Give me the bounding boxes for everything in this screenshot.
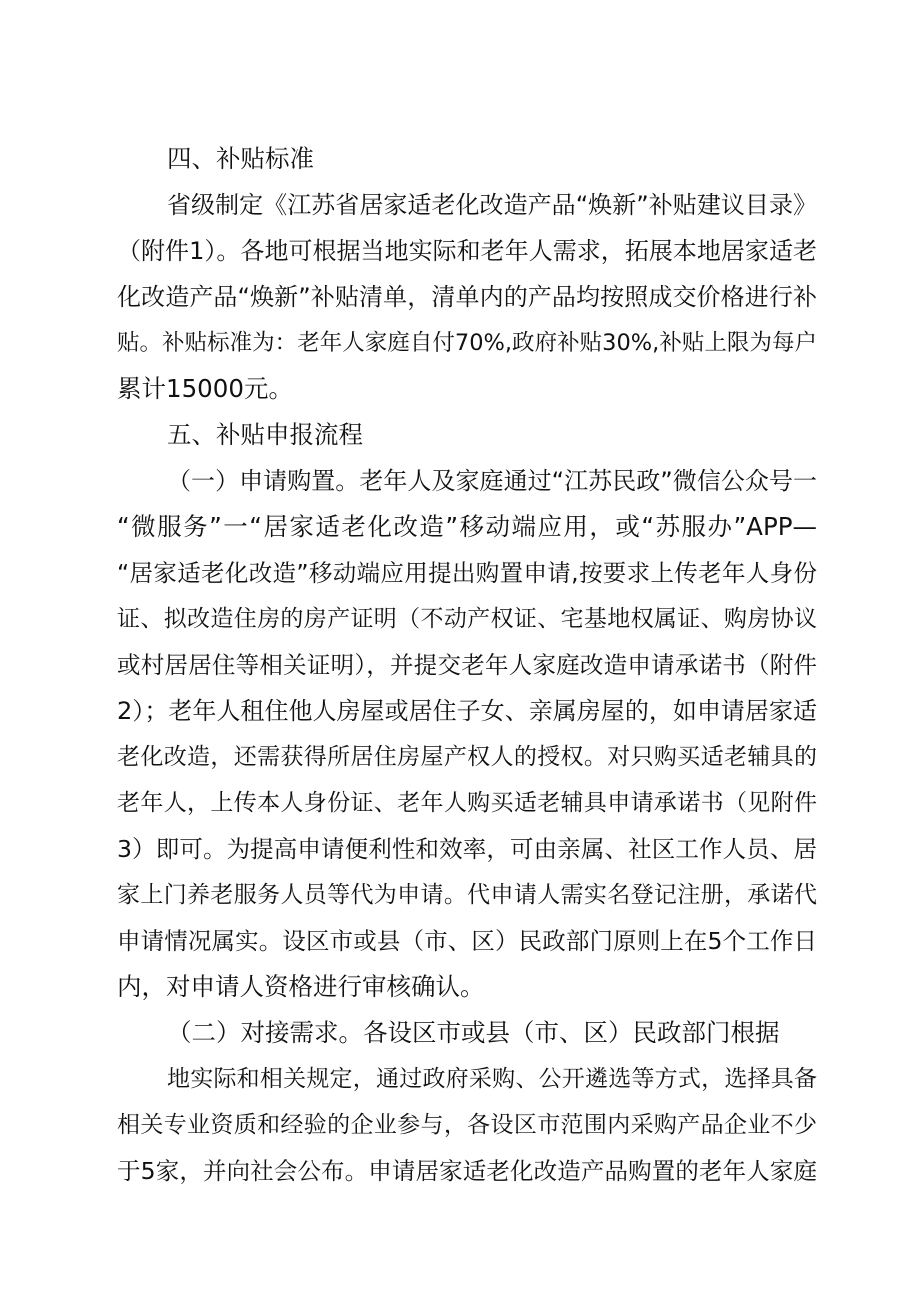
paragraph-line: 贴。补贴标准为：老年人家庭自付70%,政府补贴30%,补贴上限为每户 <box>117 330 817 356</box>
section-heading: 四、补贴标准 <box>167 144 314 173</box>
paragraph-line: 老年人，上传本人身份证、老年人购买适老辅具申请承诺书（见附件 <box>117 790 817 816</box>
paragraph-line: “居家适老化改造”移动端应用提出购置申请,按要求上传老年人身份 <box>117 559 817 587</box>
paragraph-line: 申请情况属实。设区市或县（市、区）民政部门原则上在5个工作日 <box>117 927 817 955</box>
paragraph-line: （二）对接需求。各设区市或县（市、区）民政部门根据 <box>167 1018 780 1047</box>
paragraph-line: 3）即可。为提高申请便利性和效率，可由亲属、社区工作人员、居 <box>117 835 817 863</box>
paragraph-line: 累计15000元。 <box>117 374 293 403</box>
paragraph-line: 于5家，并向社会公布。申请居家适老化改造产品购置的老年人家庭 <box>117 1157 817 1185</box>
paragraph-line: 地实际和相关规定，通过政府采购、公开遴选等方式，选择具备 <box>167 1066 817 1092</box>
paragraph-line: 家上门养老服务人员等代为申请。代申请人需实名登记注册，承诺代 <box>117 882 817 908</box>
paragraph-line: 省级制定《江苏省居家适老化改造产品“焕新”补贴建议目录》 <box>167 191 817 219</box>
paragraph-line: 化改造产品“焕新”补贴清单，清单内的产品均按照成交价格进行补 <box>117 283 817 311</box>
paragraph-line: 老化改造，还需获得所居住房屋产权人的授权。对只购买适老辅具的 <box>117 744 817 770</box>
paragraph-line: 内，对申请人资格进行审核确认。 <box>117 972 485 1001</box>
paragraph-line: 相关专业资质和经验的企业参与，各设区市范围内采购产品企业不少 <box>117 1112 817 1138</box>
paragraph-line: （附件1）。各地可根据当地实际和老年人需求，拓展本地居家适老 <box>117 237 817 265</box>
section-heading: 五、补贴申报流程 <box>167 420 363 449</box>
paragraph-line: “微服务”一“居家适老化改造”移动端应用，或“苏服办”APP— <box>117 512 817 541</box>
paragraph-line: （一）申请购置。老年人及家庭通过“江苏民政”微信公众号一 <box>167 467 817 495</box>
paragraph-line: 或村居居住等相关证明），并提交老年人家庭改造申请承诺书（附件 <box>117 651 817 679</box>
paragraph-line: 2）；老年人租住他人房屋或居住子女、亲属房屋的，如申请居家适 <box>117 697 817 725</box>
paragraph-line: 证、拟改造住房的房产证明（不动产权证、宅基地权属证、购房协议 <box>117 606 817 632</box>
